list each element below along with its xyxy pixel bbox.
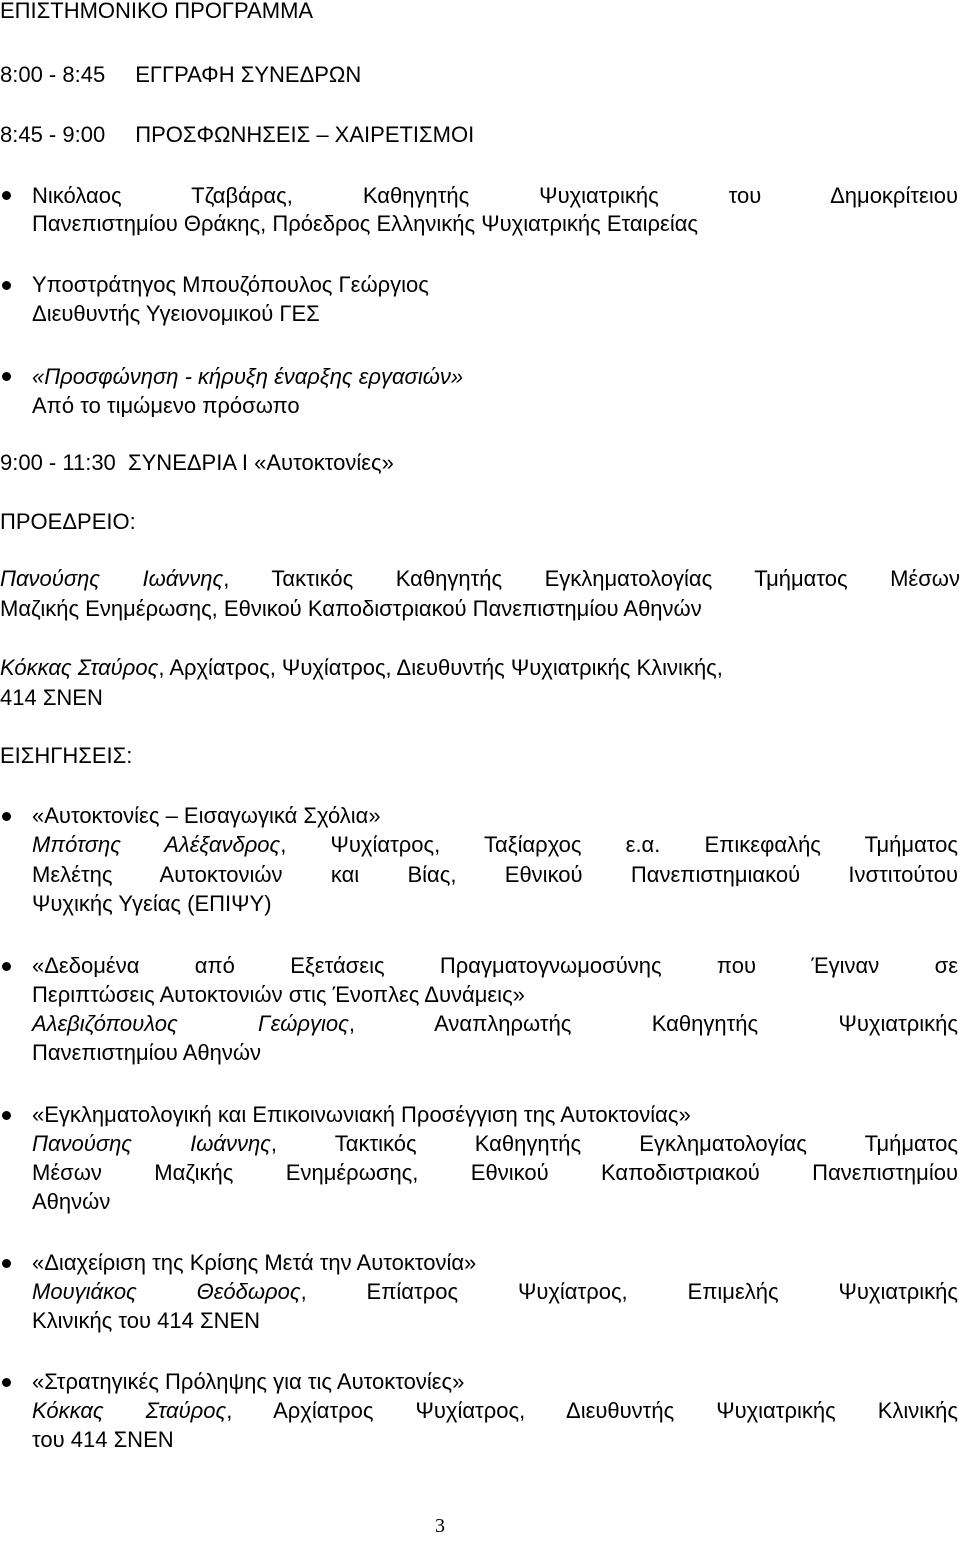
talk-title: Περιπτώσεις Αυτοκτονιών στις Ένοπλες Δυνάμεις» (32, 982, 525, 1007)
talk-speaker-line (32, 1129, 958, 1159)
talk-title: «Αυτοκτονίες – Εισαγωγικά Σχόλια» (32, 803, 381, 828)
talk-speaker-line: Αθηνών (32, 1189, 111, 1214)
bullet-icon (2, 812, 11, 821)
session-heading (0, 448, 960, 478)
talk-speaker-line (32, 1277, 958, 1307)
chair-role: , Αρχίατρος, Ψυχίατρος, Διευθυντής Ψυχιατρικής Κλινικής, (158, 655, 723, 680)
talk-title: «Διαχείριση της Κρίσης Μετά την Αυτοκτονία» (32, 1250, 477, 1275)
chair-line (0, 653, 960, 683)
greeting-line: Από το τιμώμενο πρόσωπο (32, 393, 300, 418)
greeting-line: «Προσφώνηση - κήρυξη έναρξης εργασιών» (32, 364, 464, 389)
greeting-line: Διευθυντής Υγειονομικού ΓΕΣ (32, 301, 320, 326)
bullet-icon (2, 1378, 11, 1387)
greeting-line: Υποστράτηγος Μπουζόπουλος Γεώργιος (32, 272, 429, 297)
greeting-line: Πανεπιστημίου Θράκης, Πρόεδρος Ελληνικής Ψυχιατρικής Εταιρείας (32, 211, 699, 236)
chair-name: Πανούσης Ιωάννης (0, 566, 224, 591)
talk-speaker-role: , Αρχίατρος Ψυχίατρος, Διευθυντής Ψυχιατρικής Κλινικής (226, 1398, 958, 1423)
talk-speaker-line: Πανεπιστημίου Αθηνών (32, 1040, 262, 1065)
greeting-line: Νικόλαος Τζαβάρας, Καθηγητής Ψυχιατρικής του Δημοκρίτειου (32, 183, 958, 208)
schedule-time: 8:00 - 8:45 (0, 62, 106, 87)
chair-line: 414 ΣΝΕΝ (0, 685, 103, 710)
page-number: 3 (435, 1515, 445, 1537)
bullet-icon (2, 1111, 11, 1120)
chair-line (0, 564, 960, 594)
talk-speaker-line: του 414 ΣΝΕΝ (32, 1427, 174, 1452)
talk-speaker-line (32, 1009, 958, 1039)
chair-line: Μαζικής Ενημέρωσης, Εθνικού Καποδιστριακού Πανεπιστημίου Αθηνών (0, 596, 702, 621)
schedule-time: 8:45 - 9:00 (0, 122, 106, 147)
chairs-label: ΠΡΟΕΔΡΕΙΟ: (0, 509, 136, 534)
talk-speaker: Πανούσης Ιωάννης (32, 1131, 271, 1156)
bullet-icon (2, 962, 11, 971)
page-title: ΕΠΙΣΤΗΜΟΝΙΚΟ ΠΡΟΓΡΑΜΜΑ (0, 0, 314, 23)
talk-speaker-role: , Τακτικός Καθηγητής Εγκληματολογίας Τμήματος (270, 1131, 958, 1156)
talk-speaker-line (32, 1396, 958, 1426)
talk-speaker: Αλεβιζόπουλος Γεώργιος (32, 1011, 349, 1036)
talk-speaker-line: Μελέτης Αυτοκτονιών και Βίας, Εθνικού Πανεπιστημιακού Ινστιτούτου (32, 862, 958, 887)
chair-name: Κόκκας Σταύρος (0, 655, 159, 680)
session-time: 9:00 - 11:30 (0, 450, 116, 475)
talk-speaker-line: Κλινικής του 414 ΣΝΕΝ (32, 1308, 261, 1333)
bullet-icon (2, 191, 11, 200)
talk-speaker: Κόκκας Σταύρος (32, 1398, 227, 1423)
bullet-icon (2, 281, 11, 290)
talk-title: «Στρατηγικές Πρόληψης για τις Αυτοκτονίες» (32, 1369, 465, 1394)
talk-speaker: Μουγιάκος Θεόδωρος (32, 1279, 301, 1304)
talk-speaker-role: , Αναπληρωτής Καθηγητής Ψυχιατρικής (348, 1011, 958, 1036)
talk-speaker-line: Μέσων Μαζικής Ενημέρωσης, Εθνικού Καποδιστριακού Πανεπιστημίου (32, 1160, 958, 1185)
talk-speaker-line: Ψυχικής Υγείας (ΕΠΙΨΥ) (32, 891, 272, 916)
talk-title: «Εγκληματολογική και Επικοινωνιακή Προσέγγιση της Αυτοκτονίας» (32, 1102, 691, 1127)
chair-role: , Τακτικός Καθηγητής Εγκληματολογίας Τμήματος Μέσων (223, 566, 960, 591)
talk-speaker-role: , Ψυχίατρος, Ταξίαρχος ε.α. Επικεφαλής Τμήματος (280, 832, 959, 857)
talk-speaker-role: , Επίατρος Ψυχίατρος, Επιμελής Ψυχιατρικής (300, 1279, 959, 1304)
schedule-item (0, 60, 960, 90)
talk-speaker-line (32, 830, 958, 860)
schedule-label: ΠΡΟΣΦΩΝΗΣΕΙΣ – ΧΑΙΡΕΤΙΣΜΟΙ (135, 122, 475, 147)
talk-speaker: Μπότσης Αλέξανδρος (32, 832, 281, 857)
session-title: ΣΥΝΕΔΡΙΑ Ι «Αυτοκτονίες» (128, 450, 394, 475)
bullet-icon (2, 372, 11, 381)
schedule-label: ΕΓΓΡΑΦΗ ΣΥΝΕΔΡΩΝ (135, 62, 362, 87)
talk-title: «Δεδομένα από Εξετάσεις Πραγματογνωμοσύνης που Έγιναν σε (32, 953, 958, 978)
talks-label: ΕΙΣΗΓΗΣΕΙΣ: (0, 743, 133, 768)
bullet-icon (2, 1259, 11, 1268)
schedule-item (0, 120, 960, 150)
